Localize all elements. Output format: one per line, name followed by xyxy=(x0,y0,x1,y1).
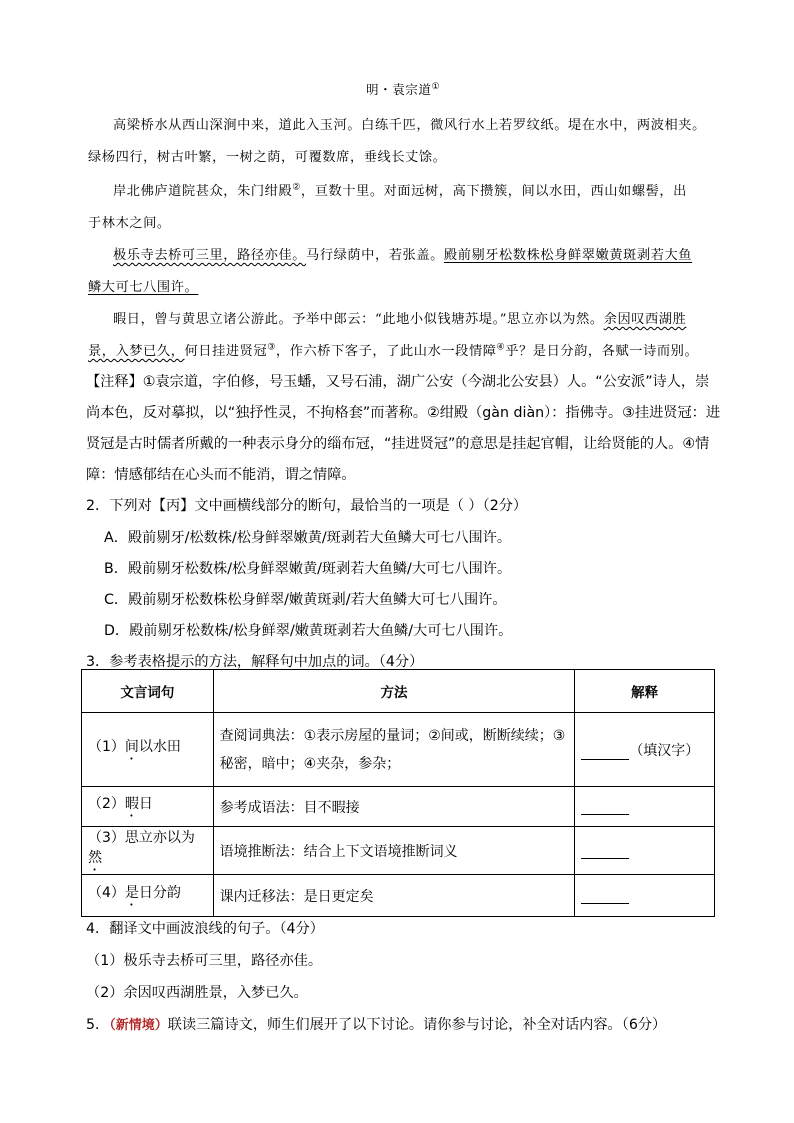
answer-cell[interactable] xyxy=(575,787,715,827)
q4-stem: 4．翻译文中画波浪线的句子。（4分） xyxy=(86,921,324,937)
passage-p1-line1: 高梁桥水从西山深涧中来，道此入玉河。白练千匹，微风行水上若罗纹纸。堤在水中，两波相夹。 xyxy=(113,118,706,133)
q3-table xyxy=(81,669,715,917)
q5-stem xyxy=(86,1014,666,1034)
p2-text-b: ，亘数十里。对面远树，高下攒簇，间以水田，西山如螺髻，出 xyxy=(300,184,687,199)
answer-suffix: （填汉字） xyxy=(629,742,700,759)
wavy-sentence-2a: 余因叹西湖胜 xyxy=(603,312,687,327)
header-phrase: 文言词句 xyxy=(82,670,214,713)
q2-stem: 2．下列对【丙】文中画横线部分的断句，最恰当的一项是（ ）（2分） xyxy=(86,498,528,514)
notes-line2: 尚本色，反对摹拟，以“独抒性灵，不拘格套”而著称。②绀殿（gàn diàn）：指佛寺。③挂进贤冠：进 xyxy=(86,405,721,421)
answer-blank[interactable] xyxy=(581,889,629,904)
phrase-post: 日分韵 xyxy=(138,885,181,901)
table-header-row xyxy=(82,670,715,713)
table-row xyxy=(82,713,715,787)
answer-blank[interactable] xyxy=(581,844,629,859)
answer-cell[interactable] xyxy=(575,827,715,875)
phrase-cell xyxy=(82,787,214,827)
table-row xyxy=(82,787,715,827)
passage-p4-line2 xyxy=(88,340,698,359)
passage-p2-line1 xyxy=(113,180,687,199)
phrase-pre: （3）思立亦以为 xyxy=(88,830,195,846)
passage-p1-line2: 绿杨四行，树古叶繁，一树之荫，可覆数席，垂线长丈馀。 xyxy=(88,150,447,165)
q2-option-c[interactable]: C．殿前剔牙松数株松身鲜翠/嫩黄斑剥/若大鱼鳞大可七八围许。 xyxy=(104,592,507,608)
wavy-sentence-2b: 景，入梦已久， xyxy=(88,344,185,359)
q2-option-d[interactable]: D．殿前剔牙松数株/松身鲜翠/嫩黄斑剥若大鱼鳞/大可七八围许。 xyxy=(104,623,513,639)
method-cell: 课内迁移法：是日更定矣 xyxy=(213,875,575,917)
phrase-post: 日 xyxy=(138,796,153,812)
phrase-cell xyxy=(82,827,214,875)
q4-item-2: （2）余因叹西湖胜景，入梦已久。 xyxy=(86,985,308,1001)
q4-item-1: （1）极乐寺去桥可三里，路径亦佳。 xyxy=(86,953,323,969)
note-mark-4: ④ xyxy=(496,342,506,353)
notes-line4: 障：情感郁结在心头而不能消，谓之情障。 xyxy=(86,467,356,483)
passage-author xyxy=(366,80,440,98)
p4-text-b: 何日挂进贤冠 xyxy=(184,344,268,359)
dotted-word: 是 xyxy=(124,885,139,901)
passage-p4-line1 xyxy=(113,308,686,327)
q5-number: 5． xyxy=(86,1017,110,1033)
q5-tag: （新情境） xyxy=(109,1018,168,1033)
p3-plain: 马行绿荫中，若张盖。 xyxy=(306,248,444,263)
method-cell: 参考成语法：目不暇接 xyxy=(213,787,575,827)
method-cell: 语境推断法：结合上下文语境推断词义 xyxy=(213,827,575,875)
phrase-pre: （1） xyxy=(88,739,125,755)
q5-text: 联读三篇诗文，师生们展开了以下讨论。请你参与讨论，补全对话内容。（6分） xyxy=(167,1017,667,1033)
table-row xyxy=(82,875,715,917)
method-line2: 秘密，暗中；④夹杂，参杂； xyxy=(219,755,401,772)
dotted-word: 然 xyxy=(88,850,102,866)
passage-p3-line1 xyxy=(113,244,692,263)
notes-line3: 贤冠是古时儒者所戴的一种表示身分的缁布冠，“挂进贤冠”的意思是挂起官帽，让给贤能的人。④情 xyxy=(86,436,710,452)
passage-p3-line2 xyxy=(88,276,198,295)
answer-blank[interactable] xyxy=(581,800,629,815)
p4-text-a: 暇日，曾与黄思立诸公游此。予举中郎云：“此地小似钱塘苏堤。”思立亦以为然。 xyxy=(113,312,604,327)
answer-cell[interactable] xyxy=(575,875,715,917)
header-answer: 解释 xyxy=(575,670,715,713)
underlined-sentence-a: 殿前剔牙松数株松身鲜翠嫩黄斑剥若大鱼 xyxy=(443,248,693,263)
p2-text-a: 岸北佛庐道院甚众，朱门绀殿 xyxy=(113,184,293,199)
phrase-post: 以水田 xyxy=(138,739,181,755)
table-row xyxy=(82,827,715,875)
note-mark-1: ① xyxy=(431,81,441,92)
phrase-pre: （2） xyxy=(88,796,125,812)
q3-stem: 3．参考表格提示的方法，解释句中加点的词。（4分） xyxy=(86,654,424,670)
author-text: 明・袁宗道 xyxy=(366,82,432,97)
method-cell xyxy=(213,713,575,787)
dotted-word: 暇 xyxy=(124,796,139,812)
wavy-sentence-1: 极乐寺去桥可三里，路径亦佳。 xyxy=(113,248,307,263)
p4-text-d: 乎？是日分韵，各赋一诗而别。 xyxy=(505,344,699,359)
q2-option-a[interactable]: A．殿前剔牙/松数株/松身鲜翠嫩黄/斑剥若大鱼鳞大可七八围许。 xyxy=(104,530,512,546)
q2-option-b[interactable]: B．殿前剔牙松数株/松身鲜翠嫩黄/斑剥若大鱼鳞/大可七八围许。 xyxy=(104,561,512,577)
method-line1: 查阅词典法：①表示房屋的量词；②间或，断断续续；③ xyxy=(219,727,566,744)
dotted-word: 间 xyxy=(124,739,139,755)
answer-blank[interactable] xyxy=(581,745,629,760)
notes-line1: 【注释】①袁宗道，字伯修，号玉蟠，又号石浦，湖广公安（今湖北公安县）人。“公安派”诗人，崇 xyxy=(86,374,710,390)
phrase-cell xyxy=(82,713,214,787)
underlined-sentence-b: 鳞大可七八围许。 xyxy=(88,280,199,295)
note-mark-3: ③ xyxy=(267,342,276,353)
passage-p2-line2: 于林木之间。 xyxy=(88,216,171,231)
note-mark-2: ② xyxy=(292,182,301,193)
header-method: 方法 xyxy=(213,670,575,713)
phrase-pre: （4） xyxy=(88,885,125,901)
p4-text-c: ，作六桥下客子，了此山水一段情障 xyxy=(275,344,497,359)
answer-cell[interactable] xyxy=(575,713,715,787)
phrase-cell xyxy=(82,875,214,917)
